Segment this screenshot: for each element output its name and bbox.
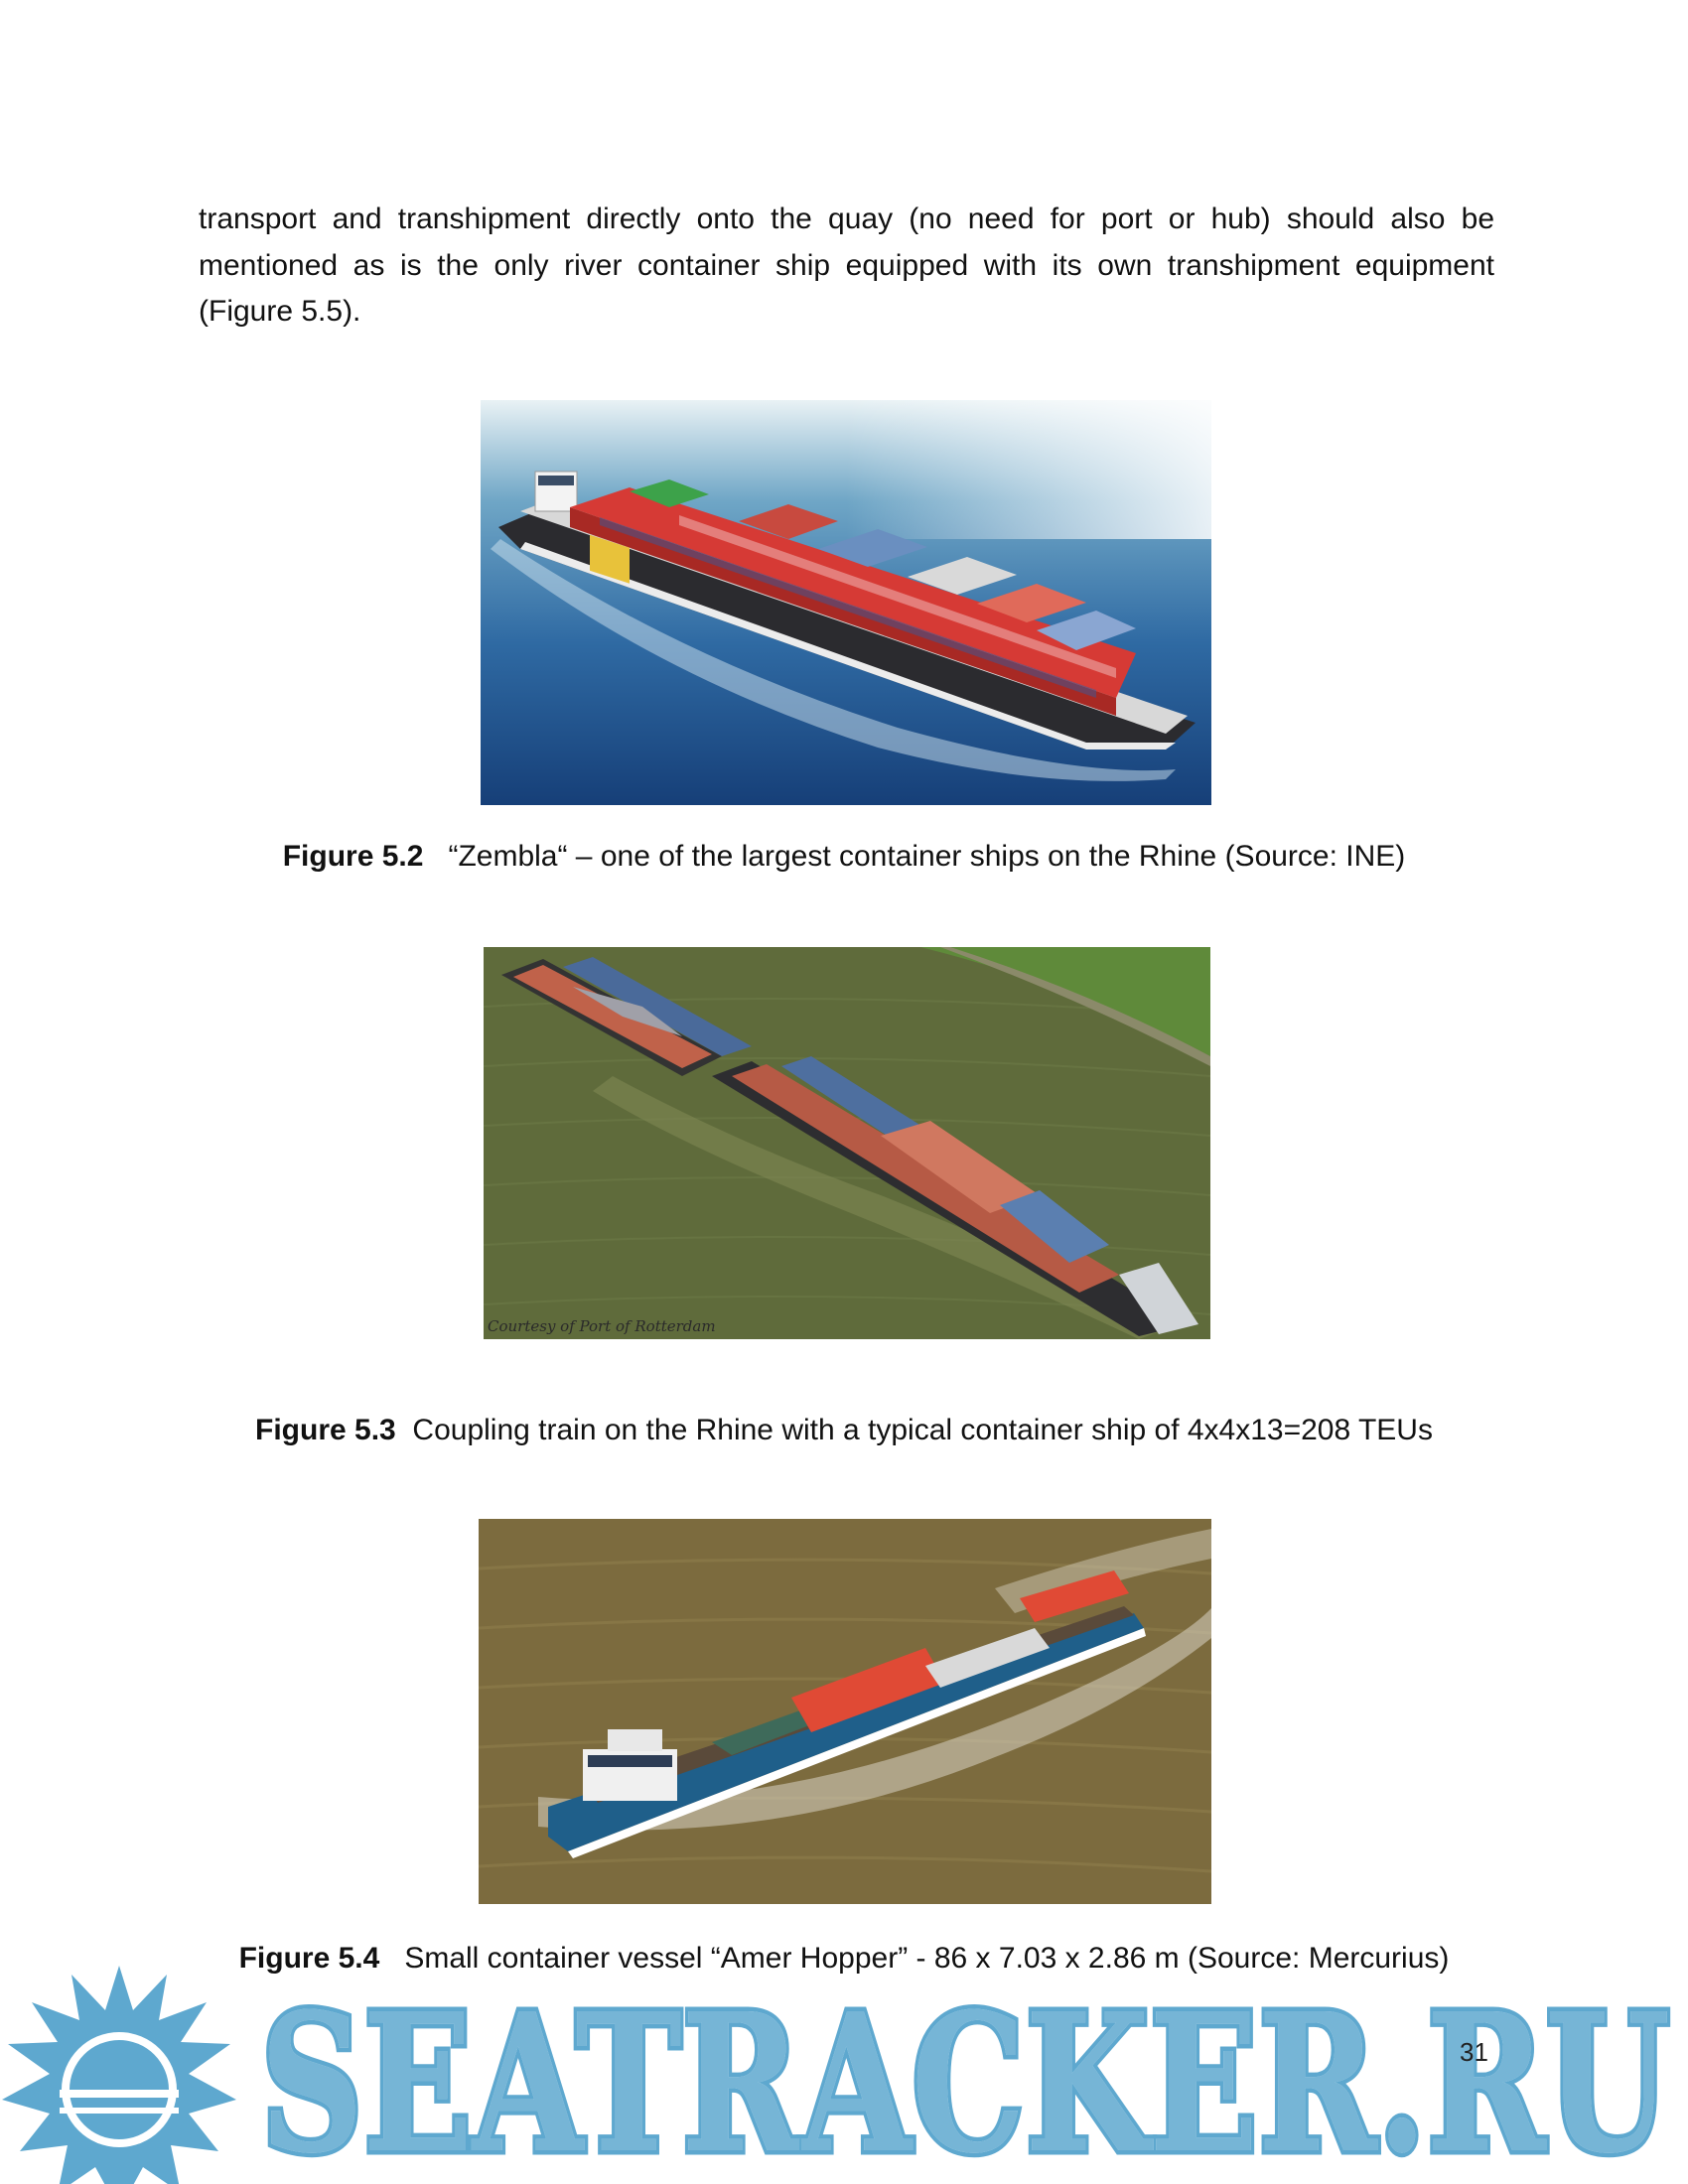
figure-zembla-image xyxy=(481,400,1211,805)
coupling-train-photo xyxy=(484,947,1210,1339)
sun-logo-icon xyxy=(2,1966,236,2184)
figure-caption-text: “Zembla“ – one of the largest container ships on the Rhine (Source: INE) xyxy=(448,840,1406,873)
figure-label: Figure 5.4 xyxy=(238,1942,380,1975)
svg-text:SEATRACKER.RU: SEATRACKER.RU xyxy=(260,1973,1670,2184)
figure-coupling-train-image xyxy=(484,947,1210,1339)
page-number: 31 xyxy=(1460,2037,1488,2067)
figure-caption-5-2 xyxy=(0,839,1688,875)
figure-label: Figure 5.2 xyxy=(282,840,424,873)
zembla-ship-illustration xyxy=(481,400,1211,805)
figure-caption-text: Coupling train on the Rhine with a typical container ship of 4x4x13=208 TEUs xyxy=(412,1414,1433,1446)
figure-amer-hopper-image xyxy=(479,1519,1211,1904)
image-credit: Courtesy of Port of Rotterdam xyxy=(488,1317,716,1335)
amer-hopper-photo xyxy=(479,1519,1211,1904)
watermark-text: SEATRACKER.RU xyxy=(260,1973,1670,2184)
body-paragraph: transport and transhipment directly onto the quay (no need for port or hub) should also be mentioned as is the only river container ship equipped with its own transhipment equipment (Figure 5.5). xyxy=(199,203,1494,328)
figure-caption-5-3 xyxy=(0,1413,1688,1448)
figure-label: Figure 5.3 xyxy=(255,1414,396,1446)
figure-caption-text: Small container vessel “Amer Hopper” - 86 x 7.03 x 2.86 m (Source: Mercurius) xyxy=(404,1942,1450,1975)
seatracker-watermark xyxy=(0,1926,1688,2184)
